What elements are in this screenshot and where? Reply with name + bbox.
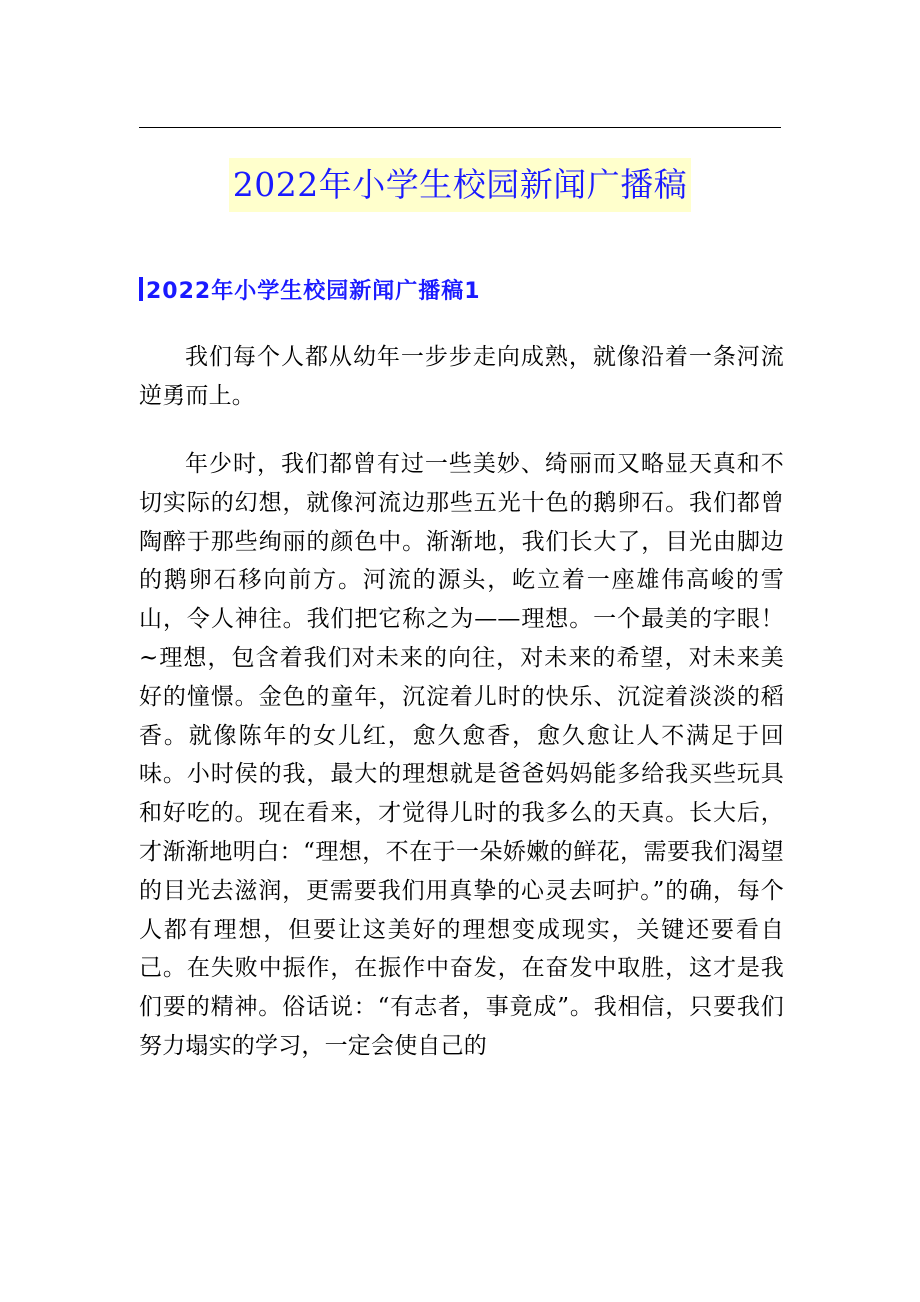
heading-marker-bar: [139, 277, 143, 301]
document-title: 2022年小学生校园新闻广播稿: [229, 158, 691, 212]
paragraph-2: 年少时，我们都曾有过一些美妙、绮丽而又略显天真和不切实际的幻想，就像河流边那些五光十色的鹅卵石。我们都曾陶醉于那些绚丽的颜色中。渐渐地，我们长大了，目光由脚边的鹅卵石移向前方。河流的源头，屹立着一座雄伟高峻的雪山，令人神往。我们把它称之为——理想。一个最美的字眼！~理想，包含着我们对未来的向往，对未来的希望，对未来美好的憧憬。金色的童年，沉淀着儿时的快乐、沉淀着淡淡的稻香。就像陈年的女儿红，愈久愈香，愈久愈让人不满足于回味。小时侯的我，最大的理想就是爸爸妈妈能多给我买些玩具和好吃的。现在看来，才觉得儿时的我多么的天真。长大后，才渐渐地明白：“理想，不在于一朵娇嫩的鲜花，需要我们渴望的目光去滋润，更需要我们用真挚的心灵去呵护。”的确，每个人都有理想，但要让这美好的理想变成现实，关键还要看自己。在失败中振作，在振作中奋发，在奋发中取胜，这才是我们要的精神。俗话说：“有志者，事竟成”。我相信，只要我们努力塌实的学习，一定会使自己的: [139, 451, 784, 1059]
header-rule: [139, 127, 781, 128]
paragraph-1: 我们每个人都从幼年一步步走向成熟，就像沿着一条河流逆勇而上。: [139, 344, 784, 409]
section-heading: [139, 274, 481, 304]
title-container: [0, 158, 920, 212]
section-heading-text: 2022年小学生校园新闻广播稿1: [146, 278, 481, 304]
